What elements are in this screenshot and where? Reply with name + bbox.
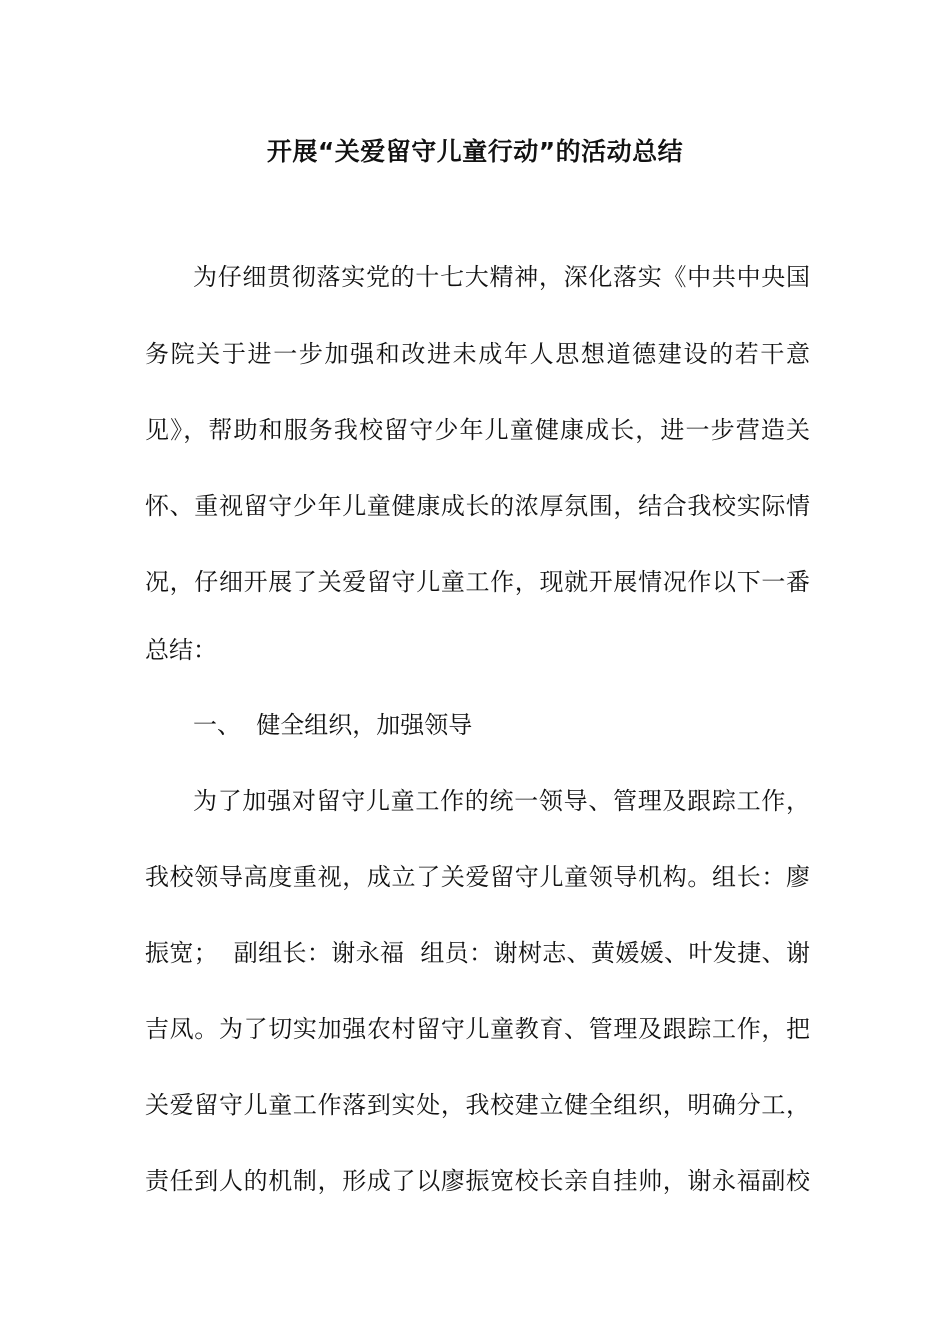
paragraph-line: 务院关于进一步加强和改进未成年人思想道德建设的若干意 [145,340,810,368]
paragraph-line: 总结： [145,636,217,664]
paragraph-line: 为了加强对留守儿童工作的统一领导、管理及跟踪工作， [193,787,810,815]
section-heading: 一、 健全组织，加强领导 [193,711,473,739]
paragraph-line: 为仔细贯彻落实党的十七大精神，深化落实《中共中央国 [193,263,810,291]
paragraph-line: 振宽； 副组长：谢永福 组员：谢树志、黄媛媛、叶发捷、谢 [145,939,810,967]
paragraph-line: 吉凤。为了切实加强农村留守儿童教育、管理及跟踪工作，把 [145,1015,810,1043]
paragraph-line: 责任到人的机制，形成了以廖振宽校长亲自挂帅，谢永福副校 [145,1167,810,1195]
paragraph-line: 见》，帮助和服务我校留守少年儿童健康成长，进一步营造关 [145,416,810,444]
paragraph-line: 关爱留守儿童工作落到实处，我校建立健全组织，明确分工， [145,1091,810,1119]
paragraph-line: 我校领导高度重视，成立了关爱留守儿童领导机构。组长：廖 [145,863,810,891]
paragraph-line: 怀、重视留守少年儿童健康成长的浓厚氛围，结合我校实际情 [145,492,810,520]
document-title: 开展“关爱留守儿童行动”的活动总结 [266,137,684,166]
paragraph-line: 况，仔细开展了关爱留守儿童工作，现就开展情况作以下一番 [145,568,810,596]
